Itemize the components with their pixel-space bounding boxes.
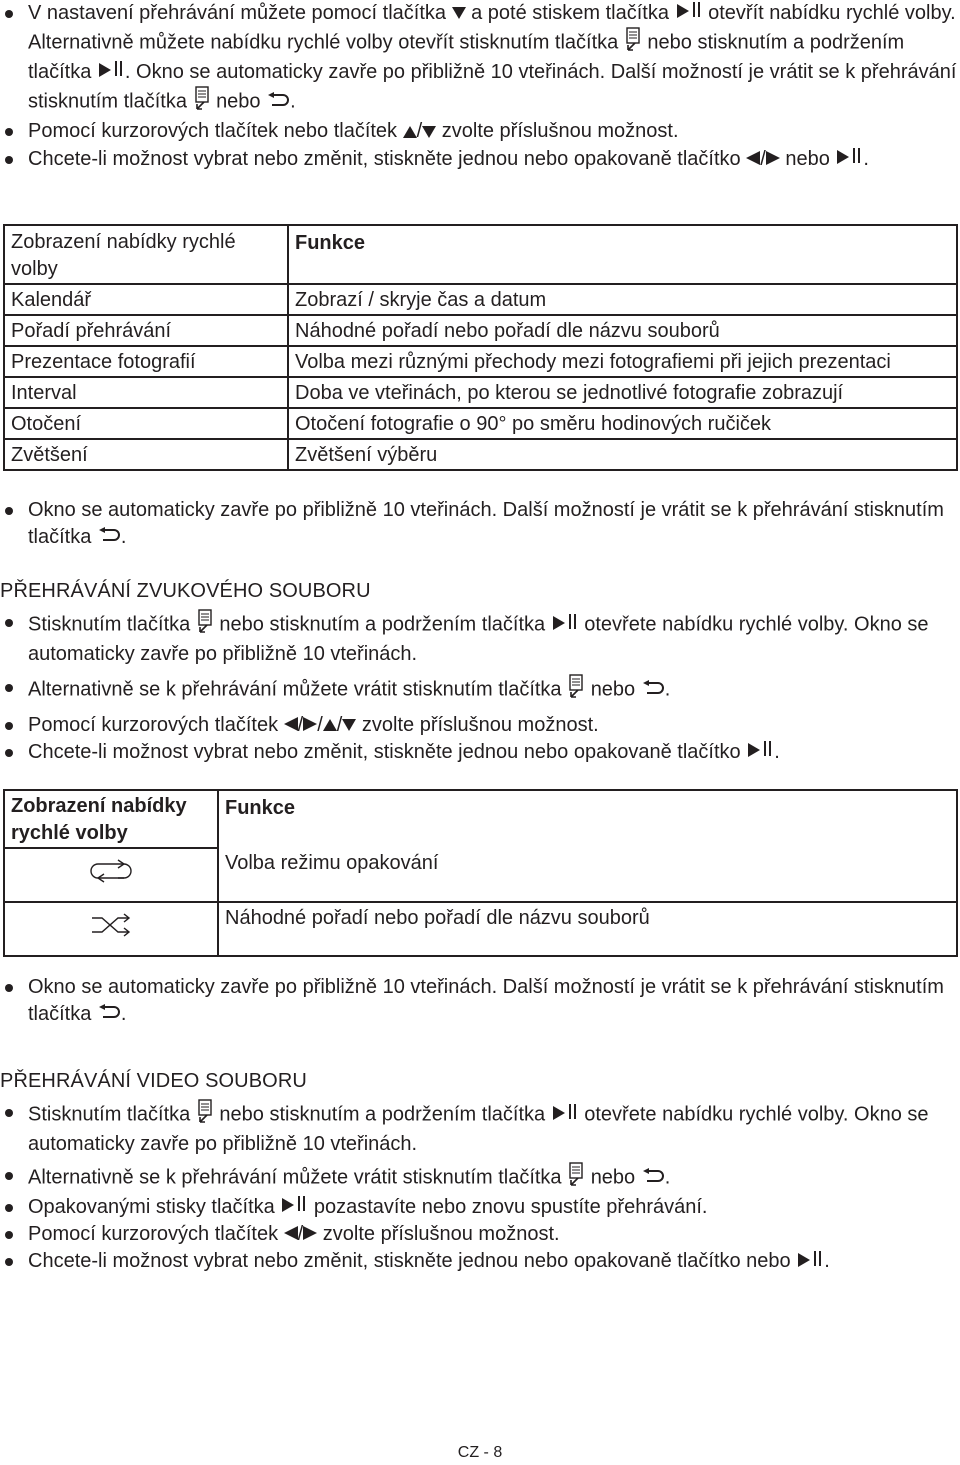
- return-icon: [97, 1001, 121, 1028]
- text: V nastavení přehrávání můžete pomocí tlačítka: [28, 2, 446, 24]
- text: .: [824, 1250, 830, 1273]
- table-row: [4, 902, 957, 956]
- text: Pomocí kurzorových tlačítek: [28, 714, 279, 736]
- play-pause-icon: [551, 612, 579, 639]
- repeat-icon: [88, 858, 134, 892]
- audio-section: [0, 609, 960, 766]
- table-cell: Volba režimu opakování: [218, 848, 957, 902]
- intro-bullet-2: Pomocí kurzorových tlačítek nebo tlačítek / zvolte příslušnou možnost.: [0, 118, 960, 145]
- quick-menu-icon: [624, 27, 642, 59]
- text: Pomocí kurzorových tlačítek: [28, 1223, 279, 1246]
- list-item: [0, 1194, 960, 1221]
- table-header-cell: Zobrazení nabídky rychlé volby: [4, 790, 218, 848]
- quick-menu-icon: [196, 1099, 214, 1131]
- text: Stisknutím tlačítka: [28, 613, 191, 636]
- table-row: [4, 408, 957, 439]
- text: Alternativně se k přehrávání můžete vrátit stisknutím tlačítka: [28, 678, 562, 701]
- table-header-row: [4, 790, 957, 848]
- list-item: [0, 1099, 960, 1158]
- list-item: Pomocí kurzorových tlačítek / zvolte příslušnou možnost.: [0, 1221, 960, 1248]
- text: nebo stisknutím a podržením tlačítka: [219, 1103, 546, 1126]
- text: nebo: [785, 147, 830, 170]
- after-table1-list: [0, 497, 960, 551]
- table-cell: [4, 902, 218, 956]
- text: nebo: [590, 678, 636, 701]
- text: .: [774, 741, 780, 764]
- table-cell: Zvětšení výběru: [288, 439, 957, 470]
- down-arrow-icon: [422, 119, 436, 146]
- after-table2-list: [0, 974, 960, 1028]
- text: . Okno se automaticky zavře po přibližně 10 vteřinách. Další možností je vrátit se k přehrávání stisknutím tlačítka: [28, 61, 957, 113]
- text: Chcete-li možnost vybrat nebo změnit, stiskněte jednou nebo opakovaně tlačítko nebo: [28, 1250, 791, 1273]
- table-cell: Otočení: [4, 408, 288, 439]
- table-cell: Kalendář: [4, 284, 288, 315]
- table-cell: Volba mezi různými přechody mezi fotografiemi při jejich prezentaci: [288, 346, 957, 377]
- return-icon: [641, 677, 665, 704]
- return-icon: [641, 1165, 665, 1192]
- text: Chcete-li možnost vybrat nebo změnit, stiskněte jednou nebo opakovaně tlačítko: [28, 147, 741, 170]
- up-arrow-icon: [323, 712, 337, 739]
- text: .: [664, 1166, 671, 1189]
- table-header-cell: Funkce: [218, 790, 957, 848]
- table-header-row: [4, 225, 957, 284]
- intro-bullet-3: Chcete-li možnost vybrat nebo změnit, stiskněte jednou nebo opakovaně tlačítko / nebo .: [0, 146, 960, 173]
- video-heading: PŘEHRÁVÁNÍ VIDEO SOUBORU: [0, 1070, 307, 1092]
- table-cell: Zobrazí / skryje čas a datum: [288, 284, 957, 315]
- text: zvolte příslušnou možnost.: [322, 1223, 560, 1246]
- quick-menu-table-photo: [3, 224, 958, 471]
- play-pause-icon: [746, 739, 774, 766]
- play-pause-icon: [835, 146, 863, 173]
- list-item: [0, 674, 960, 706]
- table-cell: Pořadí přehrávání: [4, 315, 288, 346]
- return-icon: [97, 524, 121, 551]
- audio-list: [0, 609, 960, 766]
- intro-section: [0, 0, 960, 173]
- right-arrow-icon: [766, 146, 780, 173]
- text: otevřete nabídku rychlé volby. Okno se automaticky zavře po přibližně 10 vteřinách.: [28, 1103, 929, 1155]
- quick-menu-icon: [567, 1162, 585, 1194]
- quick-menu-icon: [196, 609, 214, 641]
- text: Chcete-li možnost vybrat nebo změnit, stiskněte jednou nebo opakovaně tlačítko: [28, 741, 741, 764]
- table-cell: [4, 848, 218, 902]
- shuffle-icon: [88, 912, 134, 946]
- video-section: [0, 1099, 960, 1276]
- down-arrow-icon: [452, 0, 466, 27]
- table-cell: Prezentace fotografií: [4, 346, 288, 377]
- table-row: [4, 439, 957, 470]
- list-item: Pomocí kurzorových tlačítek / / / zvolte příslušnou možnost.: [0, 712, 960, 739]
- after-table2-section: [0, 974, 960, 1028]
- up-arrow-icon: [403, 119, 417, 146]
- text: a poté stiskem tlačítka: [471, 2, 669, 24]
- table-row: [4, 848, 957, 902]
- text: .: [120, 526, 127, 548]
- page-number: CZ - 8: [457, 1444, 503, 1461]
- text: nebo: [216, 90, 261, 113]
- text: otevřete nabídku rychlé volby. Okno se automaticky zavře po přibližně 10 vteřinách.: [28, 613, 929, 665]
- left-arrow-icon: [284, 712, 298, 739]
- table-cell: Otočení fotografie o 90° po směru hodinových ručiček: [288, 408, 957, 439]
- right-arrow-icon: [303, 712, 317, 739]
- list-item: [0, 1162, 960, 1194]
- list-item: [0, 974, 960, 1028]
- table-cell: Náhodné pořadí nebo pořadí dle názvu souborů: [218, 902, 957, 956]
- play-pause-icon: [280, 1194, 308, 1221]
- text: .: [120, 1003, 127, 1025]
- play-pause-icon: [97, 59, 125, 86]
- quick-menu-icon: [193, 86, 211, 118]
- text: Okno se automaticky zavře po přibližně 10 vteřinách. Další možností je vrátit se k přehrávání stisknutím tlačítka: [28, 976, 944, 1025]
- right-arrow-icon: [303, 1221, 317, 1248]
- text: .: [664, 678, 671, 701]
- text: nebo stisknutím a podržením tlačítka: [28, 31, 905, 84]
- quick-menu-table-audio: [3, 789, 958, 957]
- text: otevřít nabídku rychlé volby. Alternativně můžete nabídku rychlé volby otevřít stisknutím tlačítka: [28, 2, 956, 54]
- text: nebo stisknutím a podržením tlačítka: [219, 613, 546, 636]
- table-cell: Doba ve vteřinách, po kterou se jednotlivé fotografie zobrazují: [288, 377, 957, 408]
- list-item: [0, 609, 960, 668]
- after-table1-section: [0, 497, 960, 551]
- list-item: [0, 739, 960, 766]
- text: .: [863, 147, 869, 170]
- return-icon: [266, 89, 290, 116]
- text: Opakovanými stisky tlačítka: [28, 1196, 275, 1218]
- play-pause-icon: [796, 1249, 824, 1276]
- table-cell: Zvětšení: [4, 439, 288, 470]
- left-arrow-icon: [746, 146, 760, 173]
- table-header-cell: Zobrazení nabídky rychlé volby: [4, 225, 288, 284]
- quick-menu-icon: [567, 674, 585, 706]
- list-item: [0, 497, 960, 551]
- table-header-cell: Funkce: [288, 225, 957, 284]
- table-row: [4, 315, 957, 346]
- video-list: [0, 1099, 960, 1276]
- play-pause-icon: [675, 0, 703, 27]
- down-arrow-icon: [342, 712, 356, 739]
- intro-bullet-1: [0, 0, 960, 118]
- text: zvolte příslušnou možnost.: [361, 714, 599, 736]
- table-row: [4, 284, 957, 315]
- text: pozastavíte nebo znovu spustíte přehrávání.: [313, 1196, 708, 1218]
- text: zvolte příslušnou možnost.: [441, 120, 679, 143]
- text: .: [290, 90, 296, 113]
- table-row: [4, 346, 957, 377]
- left-arrow-icon: [284, 1221, 298, 1248]
- table-cell: Interval: [4, 377, 288, 408]
- list-item: [0, 1248, 960, 1275]
- text: nebo: [590, 1166, 636, 1189]
- text: Okno se automaticky zavře po přibližně 10 vteřinách. Další možností je vrátit se k přehrávání stisknutím tlačítka: [28, 499, 944, 548]
- play-pause-icon: [551, 1102, 579, 1129]
- text: Pomocí kurzorových tlačítek nebo tlačítek: [28, 120, 398, 143]
- table-row: [4, 377, 957, 408]
- text: Stisknutím tlačítka: [28, 1103, 191, 1126]
- text: Alternativně se k přehrávání můžete vrátit stisknutím tlačítka: [28, 1166, 562, 1189]
- audio-heading: PŘEHRÁVÁNÍ ZVUKOVÉHO SOUBORU: [0, 580, 371, 602]
- table-cell: Náhodné pořadí nebo pořadí dle názvu souborů: [288, 315, 957, 346]
- intro-list: [0, 0, 960, 173]
